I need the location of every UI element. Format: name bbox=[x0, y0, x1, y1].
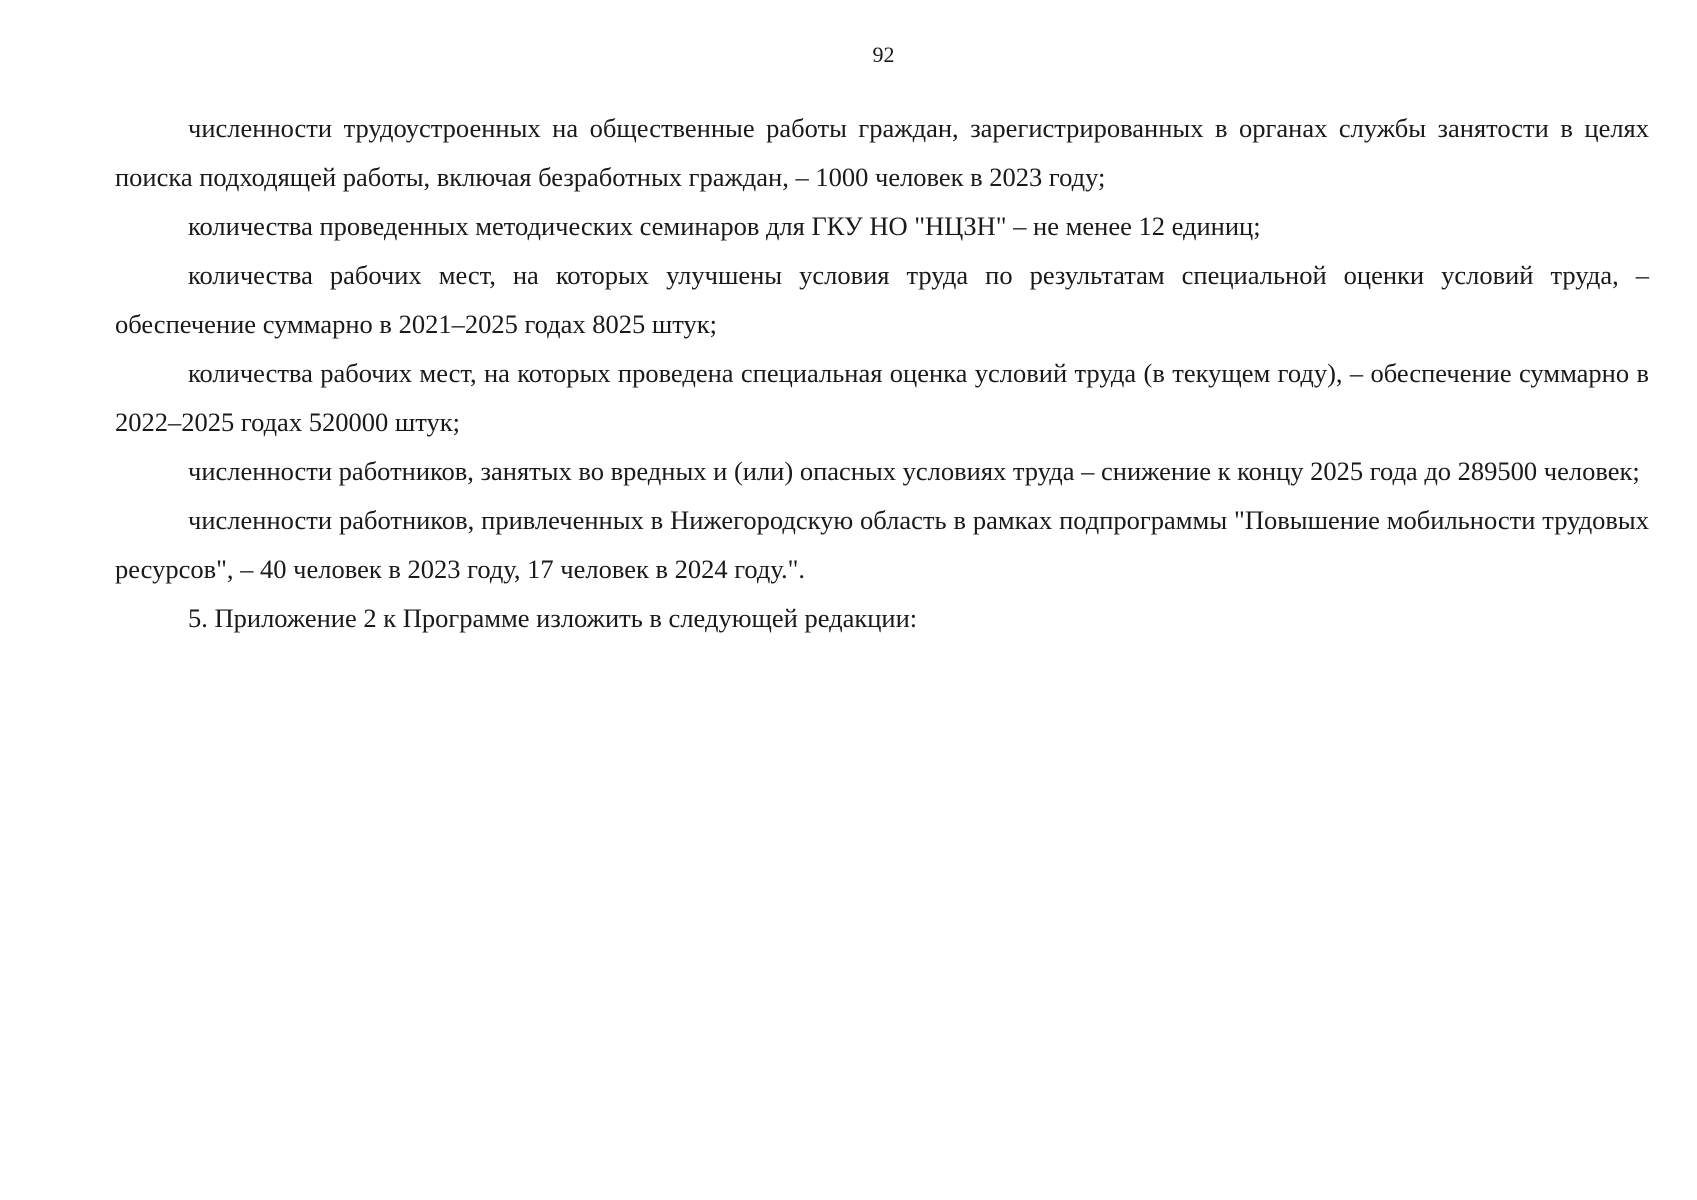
paragraph-assessed-workplaces: количества рабочих мест, на которых проведена специальная оценка условий труда (в текущем году), – обеспечение суммарно в 2022–2025 годах 520000 штук; bbox=[115, 358, 1649, 437]
document-body bbox=[115, 104, 1649, 643]
page-number: 92 bbox=[872, 42, 895, 67]
paragraph-appendix-2: 5. Приложение 2 к Программе изложить в следующей редакции: bbox=[188, 603, 918, 633]
paragraph-labor-mobility: численности работников, привлеченных в Нижегородскую область в рамках подпрограммы "Повышение мобильности трудовых ресурсов", – 40 человек в 2023 году, 17 человек в 2024 году.". bbox=[115, 505, 1649, 584]
paragraph-seminars: количества проведенных методических семинаров для ГКУ НО "НЦЗН" – не менее 12 единиц; bbox=[188, 211, 1261, 241]
paragraph-public-works: численности трудоустроенных на общественные работы граждан, зарегистрированных в органах службы занятости в целях поиска подходящей работы, включая безработных граждан, – 1000 человек в 2023 году; bbox=[115, 113, 1649, 192]
paragraph-improved-workplaces: количества рабочих мест, на которых улучшены условия труда по результатам специальной оценки условий труда, – обеспечение суммарно в 2021–2025 годах 8025 штук; bbox=[115, 260, 1649, 339]
paragraph-hazardous-conditions: численности работников, занятых во вредных и (или) опасных условиях труда – снижение к концу 2025 года до 289500 человек; bbox=[188, 456, 1640, 486]
